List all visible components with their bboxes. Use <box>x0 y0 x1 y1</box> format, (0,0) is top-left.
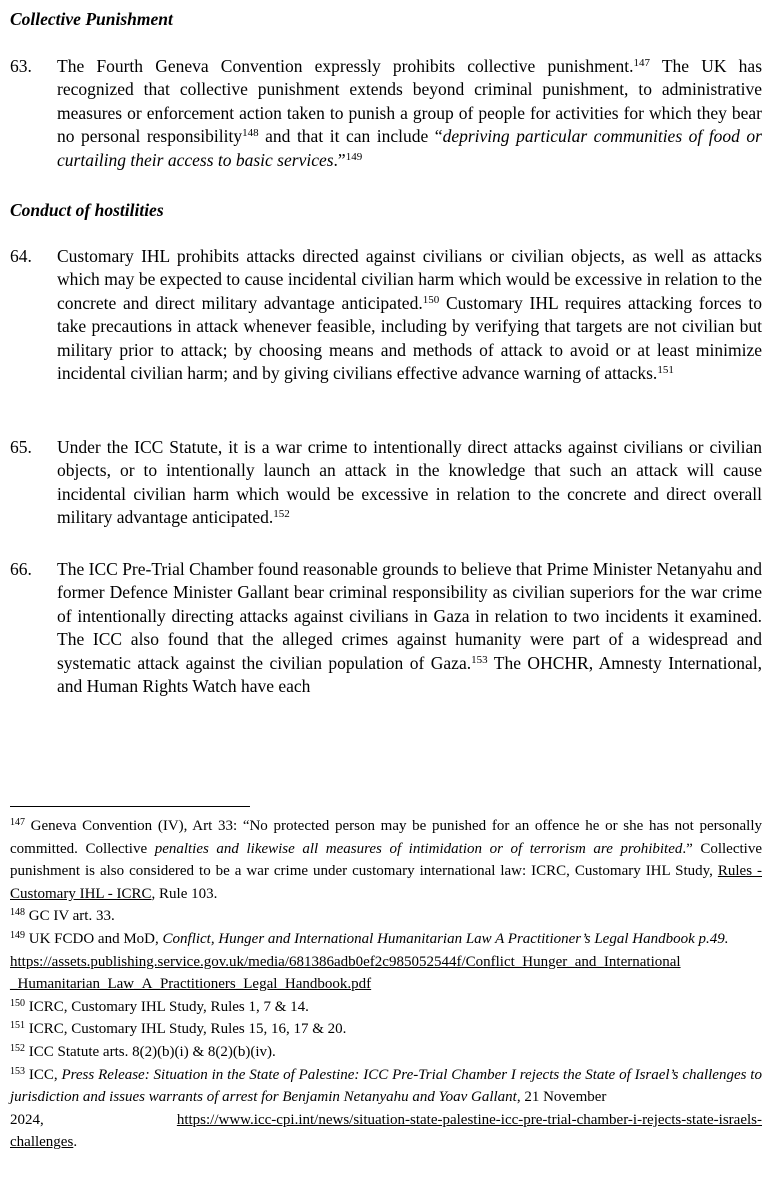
paragraph-number: 65. <box>10 437 32 457</box>
handbook-url-link[interactable]: https://assets.publishing.service.gov.uk/media/681386adb0ef2c985052544f/Conflict_Hunger_and_International _Humanitarian_Law_A_Practitioners_Legal_Handbook.pdf <box>10 953 681 993</box>
icc-press-release-link-continued[interactable]: challenges <box>10 1134 74 1151</box>
footnote-151: $^{151}$ ICRC, Customary IHL Study, Rules 15, 16, 17 & 20. <box>10 1020 347 1038</box>
paragraph-body: Under the ICC Statute, it is a war crime to intentionally direct attacks against civilians or civilian objects, or to intentionally launch an attack in the knowledge that such an attack will cause incidental civilian harm which would be excessive in relation to the concrete and direct overall military advantage anticipated.$^{152}$ <box>57 437 762 528</box>
paragraph-66 <box>10 558 762 698</box>
paragraph-body: Customary IHL prohibits attacks directed against civilians or civilian objects, as well as attacks which may be expected to cause incidental civilian harm which would be excessive in relation to the concrete and direct military advantage anticipated.$^{150}$ Customary IHL requires attacking forces to take precautions in attack whenever feasible, including by verifying that targets are not civilian but military prior to attack; by choosing means and methods of attack to avoid or at least minimize incidental civilian harm; and by giving civilians effective advance warning of attacks.$^{151}$ <box>57 246 763 384</box>
footnote-ref-147[interactable]: 147 <box>633 57 651 69</box>
document-page <box>10 0 762 1180</box>
footnote-150: $^{150}$ ICRC, Customary IHL Study, Rules 1, 7 & 14. <box>10 997 309 1015</box>
quoted-text: depriving particular communities of food or curtailing their access to basic services <box>57 126 762 170</box>
footnote-153: $^{153}$ ICC, Press Release: Situation in the State of Palestine: ICC Pre-Trial Chamber I rejects the State of Israel’s challenges to jurisdiction and issues warrants of arrest for Benjamin Netanyahu and Yoav Gallant, 21 November 2024, https://www.icc-cpi.int/news/situation-state-palestine-icc-pre-trial-chamber-i-rejects-state-israels- challenges. <box>10 1065 762 1151</box>
paragraph-64 <box>10 245 762 385</box>
footnote-ref-149[interactable]: 149 <box>345 150 363 163</box>
icc-press-release-link[interactable]: https://www.icc-cpi.int/news/situation-state-palestine-icc-pre-trial-chamber-i-rejects-state-israels- <box>176 1111 762 1128</box>
paragraph-number: 66. <box>10 559 32 579</box>
footnote-ref-152[interactable]: 152 <box>273 508 290 521</box>
footnote-separator <box>10 806 250 807</box>
footnote-149: $^{149}$ UK FCDO and MoD, Conflict, Hunger and International Humanitarian Law A Practitioner’s Legal Handbook p.49. https://assets.publishing.service.gov.uk/media/681386adb0ef2c985052544f/Conflict_Hunger_and_International _Humanitarian_Law_A_Practitioners_Legal_Handbook.pdf <box>10 929 729 993</box>
heading-conduct-of-hostilities: Conduct of hostilities <box>10 200 164 220</box>
footnotes <box>10 815 762 1154</box>
paragraph-63 <box>10 55 762 172</box>
footnote-152: $^{152}$ ICC Statute arts. 8(2)(b)(i) & 8(2)(b)(iv). <box>10 1042 276 1060</box>
heading-collective-punishment: Collective Punishment <box>10 9 173 29</box>
footnote-ref-153[interactable]: 153 <box>471 653 488 666</box>
paragraph-number: 63. <box>10 56 32 76</box>
footnote-ref-148[interactable]: 148 <box>242 127 259 140</box>
paragraph-body: The Fourth Geneva Convention expressly prohibits collective punishment.$^{147}$ The UK has recognized that collective punishment extends beyond criminal punishment, to administrative measures or enforcement action taken to punish a group of people for activities for which they bear no personal responsibility$^{148}$ and that it can include “depriving particular communities of food or curtailing their access to basic services.”$^{149}$ <box>57 56 763 170</box>
paragraph-65 <box>10 436 762 530</box>
footnote-147: $^{147}$ Geneva Convention (IV), Art 33: “No protected person may be punished for an offence he or she has not personally committed. Collective penalties and likewise all measures of intimidation or of terrorism are prohibited.” Collective punishment is also considered to be a war crime under customary international law: ICRC, Customary IHL Study, Rules - Customary IHL - ICRC, Rule 103. <box>10 817 762 902</box>
paragraph-number: 64. <box>10 246 32 266</box>
customary-ihl-rules-link[interactable]: Rules - Customary IHL - ICRC <box>10 863 762 902</box>
paragraph-body: The ICC Pre-Trial Chamber found reasonable grounds to believe that Prime Minister Netanyahu and former Defence Minister Gallant bear criminal responsibility as civilian superiors for the war crime of intentionally directing attacks against civilians in Gaza in relation to two incidents it examined. The ICC also found that the alleged crimes against humanity were part of a widespread and systematic attack against the civilian population of Gaza.$^{153}$ The OHCHR, Amnesty International, and Human Rights Watch have each <box>57 559 763 697</box>
footnote-ref-151[interactable]: 151 <box>657 364 674 377</box>
footnote-148: $^{148}$ GC IV art. 33. <box>10 907 115 925</box>
footnote-ref-150[interactable]: 150 <box>422 293 440 306</box>
